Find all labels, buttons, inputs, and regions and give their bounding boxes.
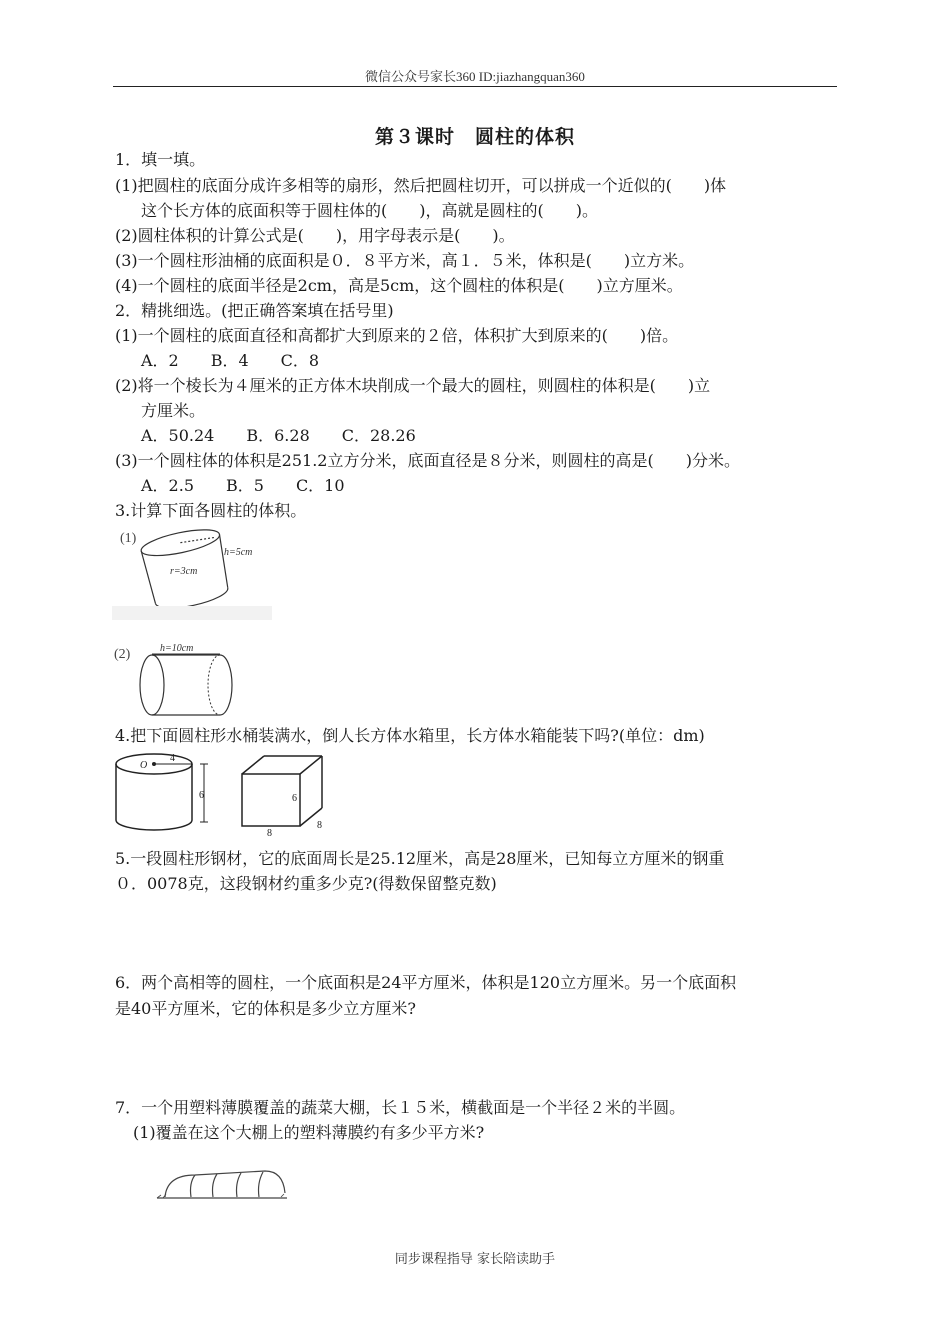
q4-heading: 4.把下面圆柱形水桶装满水，倒人长方体水箱里，长方体水箱能装下吗?(单位：dm) bbox=[115, 726, 705, 745]
q2-item-2-options: A．50.24 B．6.28 C．28.26 bbox=[141, 426, 416, 445]
q3-figure-2-horizontal-cylinder bbox=[112, 640, 252, 720]
q2-item-1-options: A．2 B．4 C．8 bbox=[141, 351, 320, 370]
q1-heading: 1．填一填。 bbox=[115, 150, 206, 169]
q2-heading: 2．精挑细选。(把正确答案填在括号里) bbox=[115, 301, 394, 320]
q3-figure-1-tilted-cylinder bbox=[112, 524, 272, 620]
q4-cylinder-bucket bbox=[116, 754, 208, 830]
q5-line-2: ０．0078克，这段钢材约重多少克?(得数保留整克数) bbox=[115, 874, 497, 893]
q2-item-2-line-2: 方厘米。 bbox=[141, 401, 206, 420]
q7-heading: 7．一个用塑料薄膜覆盖的蔬菜大棚，长１５米，横截面是一个半径２米的半圆。 bbox=[115, 1098, 686, 1117]
q4-rectangular-box bbox=[242, 756, 322, 826]
q1-item-3: (3)一个圆柱形油桶的底面积是０．８平方米，高１．５米，体积是( )立方米。 bbox=[115, 251, 695, 270]
q1-item-1-line-2: 这个长方体的底面积等于圆柱体的( )，高就是圆柱的( )。 bbox=[141, 201, 598, 220]
q4-box-length: 8 bbox=[267, 828, 272, 838]
q6-line-1: 6．两个高相等的圆柱，一个底面积是24平方厘米，体积是120立方厘米。另一个底面积 bbox=[115, 973, 737, 992]
q1-item-4: (4)一个圆柱的底面半径是2cm，高是5cm，这个圆柱的体积是( )立方厘米。 bbox=[115, 276, 683, 295]
q3-fig1-radius: r=3cm bbox=[170, 566, 198, 577]
page-header: 微信公众号家长360 ID:jiazhangquan360 bbox=[365, 69, 585, 84]
q3-fig1-label: (1) bbox=[120, 531, 137, 546]
scan-shading bbox=[112, 606, 272, 620]
q7-subquestion-1: (1)覆盖在这个大棚上的塑料薄膜约有多少平方米? bbox=[133, 1123, 485, 1142]
q2-item-3: (3)一个圆柱体的体积是251.2立方分米，底面直径是８分米，则圆柱的高是( )分米。 bbox=[115, 451, 740, 470]
page-footer: 同步课程指导 家长陪读助手 bbox=[394, 1252, 556, 1267]
q1-item-2: (2)圆柱体积的计算公式是( )，用字母表示是( )。 bbox=[115, 226, 515, 245]
q5-line-1: 5.一段圆柱形钢材，它的底面周长是25.12厘米，高是28厘米，已知每立方厘米的钢重 bbox=[115, 849, 725, 868]
q6-line-2: 是40平方厘米，它的体积是多少立方厘米? bbox=[115, 999, 416, 1018]
q3-fig2-height: h=10cm bbox=[160, 643, 194, 654]
q4-cylinder-height: 6 bbox=[199, 790, 204, 801]
q3-fig1-height: h=5cm bbox=[224, 547, 253, 558]
q4-figure-bucket-and-box bbox=[112, 748, 342, 838]
q3-heading: 3.计算下面各圆柱的体积。 bbox=[115, 501, 307, 520]
q2-item-3-options: A．2.5 B．5 C．10 bbox=[141, 476, 345, 495]
q3-fig2-label: (2) bbox=[114, 647, 131, 662]
q4-box-height: 6 bbox=[292, 793, 297, 804]
page-title: 第３课时 圆柱的体积 bbox=[374, 126, 575, 148]
q2-item-1: (1)一个圆柱的底面直径和高都扩大到原来的２倍，体积扩大到原来的( )倍。 bbox=[115, 326, 679, 345]
header-rule bbox=[113, 86, 837, 87]
q7-figure-greenhouse bbox=[155, 1165, 290, 1205]
q4-cylinder-center: O bbox=[140, 760, 148, 771]
q4-cylinder-radius: 4 bbox=[170, 753, 175, 764]
q2-item-2-line-1: (2)将一个棱长为４厘米的正方体木块削成一个最大的圆柱，则圆柱的体积是( )立 bbox=[115, 376, 711, 395]
q4-box-width: 8 bbox=[317, 820, 322, 831]
q1-item-1-line-1: (1)把圆柱的底面分成许多相等的扇形，然后把圆柱切开，可以拼成一个近似的( )体 bbox=[115, 176, 727, 195]
